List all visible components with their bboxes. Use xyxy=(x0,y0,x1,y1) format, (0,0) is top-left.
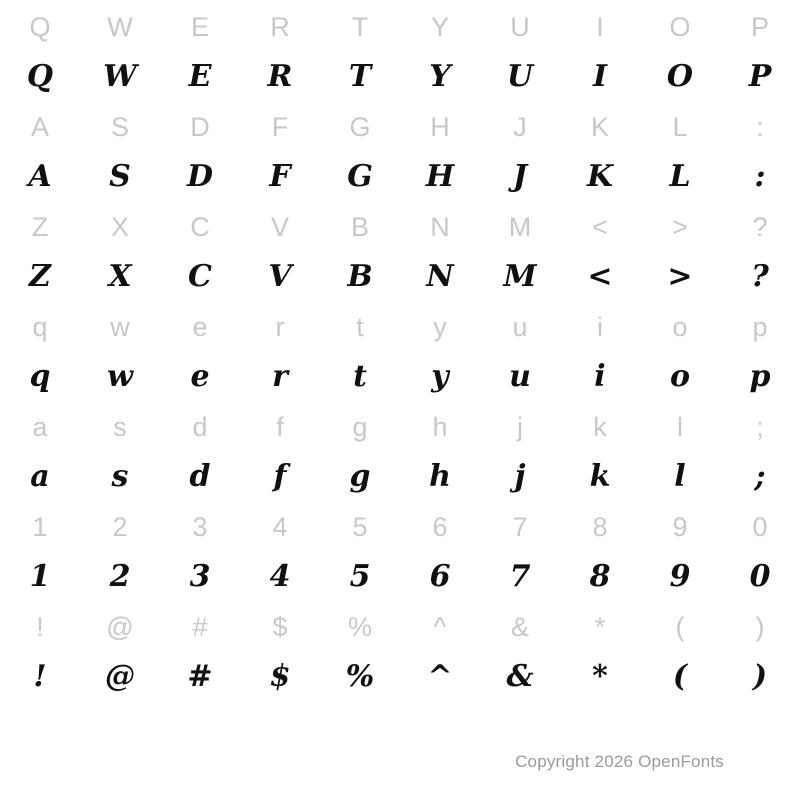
key-cell: 3 xyxy=(192,511,208,542)
key-cell: W xyxy=(107,11,133,42)
glyph-cell: ! xyxy=(33,659,47,694)
key-cell: U xyxy=(510,11,530,42)
key-cell: J xyxy=(513,111,527,142)
key-cell: w xyxy=(110,311,130,342)
glyph-cell: U xyxy=(506,59,534,94)
glyph-cell: F xyxy=(269,159,291,194)
glyph-cell: C xyxy=(188,259,212,294)
key-cell: t xyxy=(356,311,364,342)
key-cell: < xyxy=(592,211,608,242)
glyph-cell: S xyxy=(109,159,131,194)
glyph-cell: ? xyxy=(751,259,769,294)
glyph-cell: y xyxy=(431,359,449,394)
key-row xyxy=(0,602,800,652)
glyph-cell: O xyxy=(666,59,694,94)
key-cell: L xyxy=(672,111,688,142)
glyph-cell: e xyxy=(190,359,210,394)
glyph-cell: u xyxy=(509,359,531,394)
glyph-cell: T xyxy=(348,59,372,94)
glyph-cell: H xyxy=(425,159,455,194)
key-cell: D xyxy=(190,111,210,142)
key-cell: ( xyxy=(675,611,685,642)
glyph-cell: p xyxy=(749,359,771,394)
glyph-cell: 1 xyxy=(29,559,51,594)
glyph-cell: k xyxy=(589,459,611,494)
glyph-cell: t xyxy=(353,359,367,394)
key-cell: $ xyxy=(272,611,288,642)
key-cell: > xyxy=(672,211,688,242)
key-cell: q xyxy=(32,311,48,342)
glyph-cell: G xyxy=(347,159,373,194)
key-row xyxy=(0,2,800,52)
key-cell: * xyxy=(594,611,606,642)
key-cell: 2 xyxy=(112,511,128,542)
key-row xyxy=(0,502,800,552)
glyph-cell: 2 xyxy=(109,559,131,594)
glyph-cell: Y xyxy=(429,59,451,94)
key-cell: 0 xyxy=(752,511,768,542)
key-cell: d xyxy=(192,411,208,442)
glyph-cell: 9 xyxy=(669,559,691,594)
key-cell: y xyxy=(433,311,447,342)
glyph-row xyxy=(0,252,800,302)
key-cell: B xyxy=(350,211,369,242)
glyph-cell: > xyxy=(667,259,693,294)
key-cell: a xyxy=(32,411,48,442)
glyph-cell: g xyxy=(349,459,371,494)
glyph-cell: * xyxy=(592,659,608,694)
glyph-cell: 4 xyxy=(269,559,291,594)
key-cell: H xyxy=(430,111,450,142)
key-cell: & xyxy=(510,611,529,642)
glyph-cell: 3 xyxy=(189,559,211,594)
glyph-cell: I xyxy=(592,59,608,94)
glyph-cell: M xyxy=(503,259,537,294)
glyph-cell: Q xyxy=(26,59,54,94)
glyph-cell: V xyxy=(268,259,292,294)
key-cell: O xyxy=(669,11,691,42)
key-cell: @ xyxy=(106,611,134,642)
glyph-cell: P xyxy=(748,59,772,94)
key-cell: S xyxy=(110,111,129,142)
glyph-cell: o xyxy=(669,359,690,394)
glyph-cell: J xyxy=(512,159,528,194)
key-cell: i xyxy=(597,311,603,342)
glyph-cell: l xyxy=(674,459,686,494)
key-row xyxy=(0,102,800,152)
glyph-cell: i xyxy=(594,359,606,394)
glyph-cell: $ xyxy=(269,659,291,694)
key-cell: N xyxy=(430,211,450,242)
glyph-cell: d xyxy=(189,459,211,494)
glyph-row xyxy=(0,52,800,102)
key-cell: Y xyxy=(430,11,449,42)
glyph-cell: N xyxy=(426,259,454,294)
copyright-footer: Copyright 2026 OpenFonts xyxy=(515,752,724,771)
key-cell: : xyxy=(756,111,764,142)
glyph-cell: ) xyxy=(752,659,768,694)
key-cell: j xyxy=(517,411,523,442)
key-cell: % xyxy=(347,611,372,642)
key-cell: 8 xyxy=(592,511,608,542)
key-cell: o xyxy=(672,311,688,342)
key-cell: 4 xyxy=(272,511,288,542)
key-cell: G xyxy=(349,111,371,142)
key-cell: h xyxy=(432,411,448,442)
glyph-cell: % xyxy=(345,659,375,694)
glyph-cell: 8 xyxy=(589,559,611,594)
key-cell: Z xyxy=(31,211,49,242)
glyph-cell: ^ xyxy=(427,659,453,694)
glyph-cell: A xyxy=(28,159,52,194)
key-cell: T xyxy=(351,11,369,42)
key-cell: s xyxy=(113,411,127,442)
key-cell: X xyxy=(110,211,129,242)
glyph-cell: K xyxy=(586,159,614,194)
key-cell: k xyxy=(593,411,607,442)
glyph-cell: : xyxy=(754,159,766,194)
glyph-cell: r xyxy=(272,359,288,394)
glyph-row xyxy=(0,152,800,202)
glyph-cell: < xyxy=(587,259,613,294)
key-cell: V xyxy=(270,211,289,242)
glyph-cell: s xyxy=(111,459,129,494)
glyph-cell: ( xyxy=(672,659,688,694)
glyph-cell: 6 xyxy=(429,559,451,594)
key-cell: r xyxy=(275,311,285,342)
glyph-cell: & xyxy=(506,659,534,694)
glyph-cell: q xyxy=(29,359,51,394)
key-cell: R xyxy=(270,11,290,42)
glyph-cell: ; xyxy=(754,459,766,494)
glyph-cell: @ xyxy=(105,659,135,694)
key-cell: e xyxy=(192,311,208,342)
glyph-cell: 0 xyxy=(749,559,771,594)
key-cell: u xyxy=(512,311,528,342)
key-cell: C xyxy=(190,211,210,242)
key-cell: K xyxy=(590,111,609,142)
key-cell: A xyxy=(30,111,49,142)
key-cell: 5 xyxy=(352,511,368,542)
glyph-cell: a xyxy=(30,459,50,494)
glyph-cell: X xyxy=(108,259,132,294)
key-cell: f xyxy=(276,411,284,442)
glyph-row xyxy=(0,352,800,402)
key-cell: ; xyxy=(756,411,764,442)
key-cell: F xyxy=(271,111,289,142)
glyph-cell: D xyxy=(186,159,213,194)
key-cell: Q xyxy=(29,11,51,42)
glyph-cell: w xyxy=(107,359,133,394)
glyph-cell: Z xyxy=(29,259,51,294)
key-row xyxy=(0,402,800,452)
glyph-cell: # xyxy=(187,659,213,694)
key-cell: l xyxy=(677,411,683,442)
glyph-row xyxy=(0,452,800,502)
glyph-cell: 5 xyxy=(349,559,371,594)
glyph-cell: 7 xyxy=(509,559,531,594)
glyph-row xyxy=(0,652,800,702)
glyph-cell: j xyxy=(514,459,526,494)
key-cell: g xyxy=(352,411,368,442)
glyph-cell: E xyxy=(188,59,212,94)
key-cell: ) xyxy=(755,611,765,642)
glyph-cell: W xyxy=(103,59,137,94)
key-cell: P xyxy=(750,11,769,42)
key-cell: ? xyxy=(752,211,768,242)
key-cell: # xyxy=(192,611,208,642)
key-cell: ! xyxy=(36,611,44,642)
key-cell: I xyxy=(596,11,604,42)
glyph-cell: h xyxy=(429,459,451,494)
glyph-cell: L xyxy=(669,159,691,194)
key-cell: 1 xyxy=(32,511,48,542)
glyph-cell: B xyxy=(347,259,373,294)
key-cell: ^ xyxy=(433,611,447,642)
key-cell: p xyxy=(752,311,768,342)
key-cell: 7 xyxy=(512,511,528,542)
glyph-cell: R xyxy=(267,59,293,94)
key-cell: E xyxy=(190,11,209,42)
key-row xyxy=(0,202,800,252)
glyph-cell: f xyxy=(273,459,287,494)
key-cell: M xyxy=(508,211,532,242)
key-cell: 9 xyxy=(672,511,688,542)
glyph-row xyxy=(0,552,800,602)
key-row xyxy=(0,302,800,352)
key-cell: 6 xyxy=(432,511,448,542)
